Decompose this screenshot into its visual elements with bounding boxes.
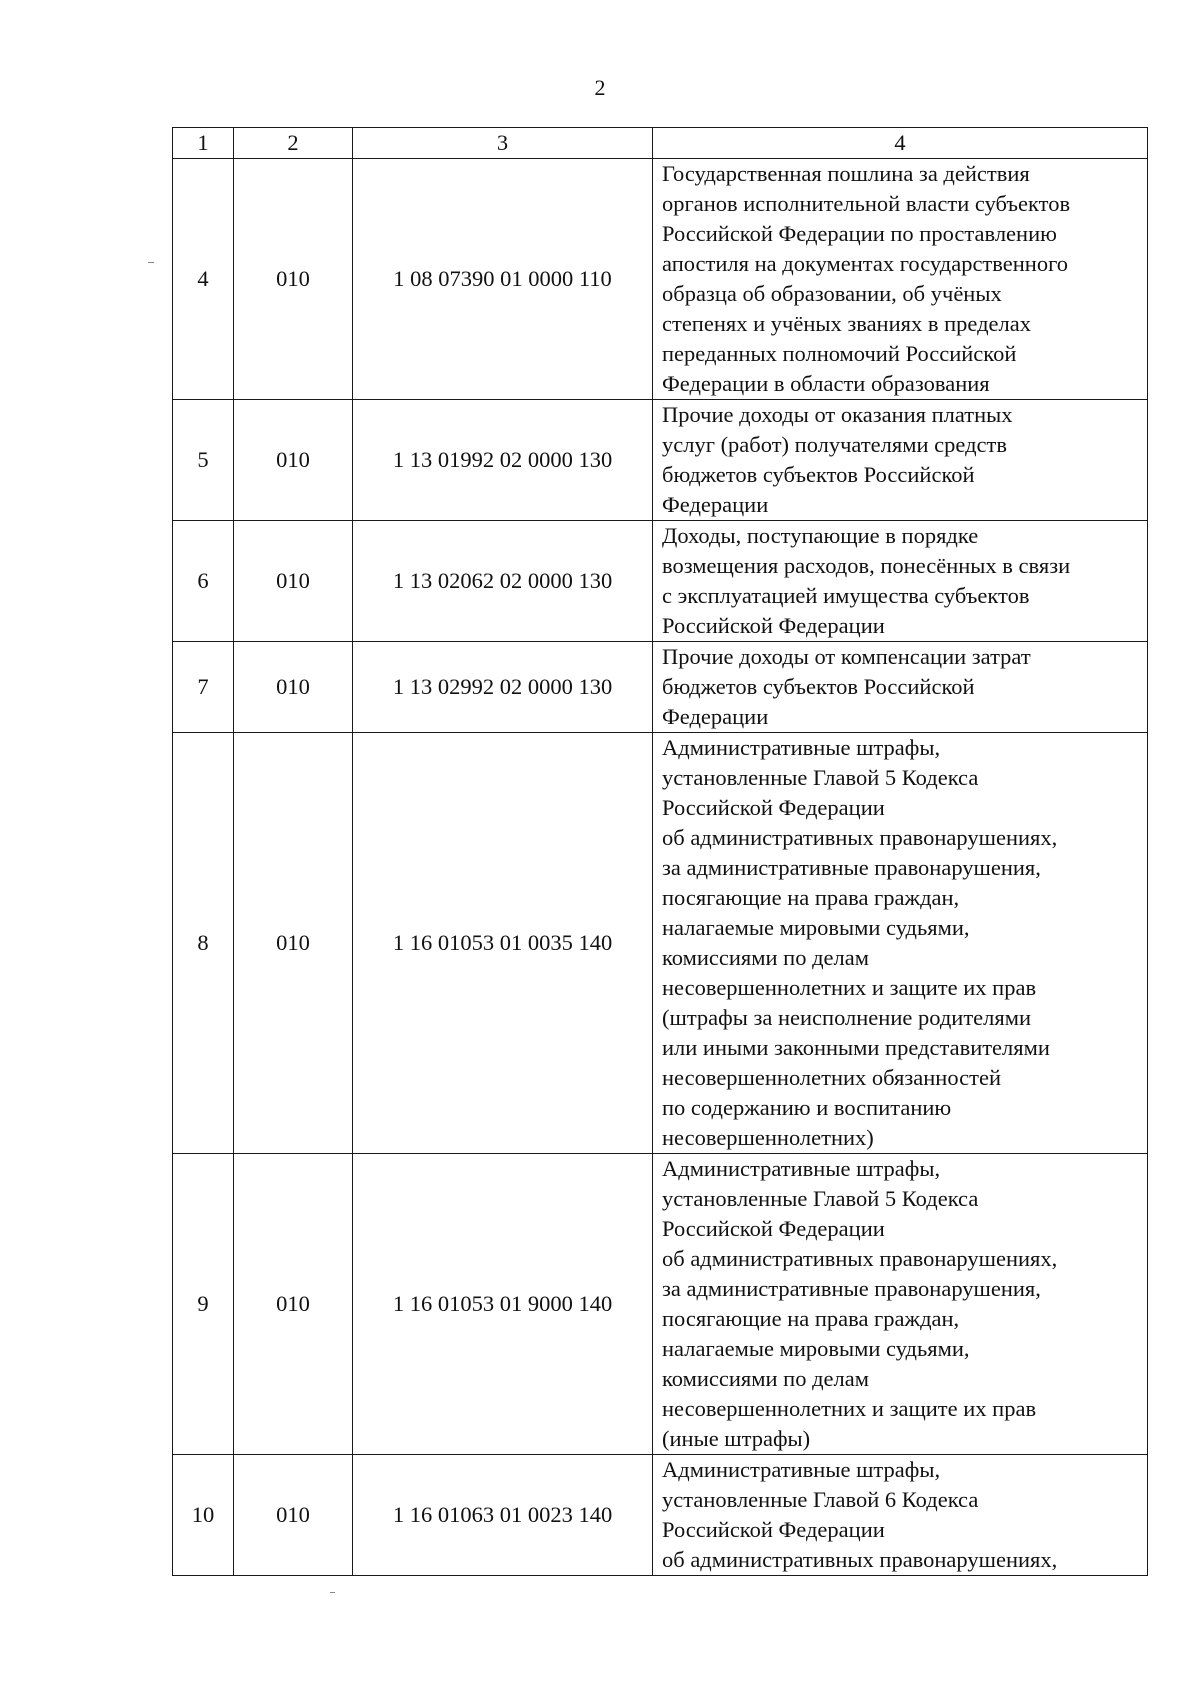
revenue-code: 1 13 01992 02 0000 130 bbox=[353, 400, 653, 521]
admin-code: 010 bbox=[234, 642, 353, 733]
revenue-description: Прочие доходы от оказания платных услуг (работ) получателями средств бюджетов субъектов Российской Федерации bbox=[653, 400, 1148, 521]
revenue-code: 1 13 02062 02 0000 130 bbox=[353, 521, 653, 642]
row-number: 7 bbox=[173, 642, 234, 733]
row-number: 4 bbox=[173, 159, 234, 400]
table-row bbox=[173, 1455, 1148, 1576]
table-row bbox=[173, 521, 1148, 642]
admin-code: 010 bbox=[234, 159, 353, 400]
row-number: 10 bbox=[173, 1455, 234, 1576]
revenue-description: Прочие доходы от компенсации затрат бюджетов субъектов Российской Федерации bbox=[653, 642, 1148, 733]
table-row bbox=[173, 1154, 1148, 1455]
revenue-description: Доходы, поступающие в порядке возмещения расходов, понесённых в связи с эксплуатацией имущества субъектов Российской Федерации bbox=[653, 521, 1148, 642]
admin-code: 010 bbox=[234, 1455, 353, 1576]
revenue-code: 1 16 01063 01 0023 140 bbox=[353, 1455, 653, 1576]
scan-artifact bbox=[330, 1592, 335, 1593]
header-row bbox=[173, 128, 1148, 159]
page-number: 2 bbox=[594, 75, 606, 100]
revenue-description: Административные штрафы, установленные Главой 6 Кодекса Российской Федерации об административных правонарушениях, bbox=[653, 1455, 1148, 1576]
revenue-code: 1 08 07390 01 0000 110 bbox=[353, 159, 653, 400]
row-number: 5 bbox=[173, 400, 234, 521]
row-number: 8 bbox=[173, 733, 234, 1154]
revenue-code: 1 16 01053 01 0035 140 bbox=[353, 733, 653, 1154]
revenue-description: Административные штрафы, установленные Главой 5 Кодекса Российской Федерации об административных правонарушениях, за административные правонарушения, посягающие на права граждан, налагаемые мировыми судьями, комиссиями по делам несовершеннолетних и защите их прав (иные штрафы) bbox=[653, 1154, 1148, 1455]
table-header bbox=[173, 128, 1148, 159]
scan-artifact bbox=[148, 262, 154, 263]
admin-code: 010 bbox=[234, 733, 353, 1154]
table-body bbox=[173, 159, 1148, 1576]
revenue-code: 1 13 02992 02 0000 130 bbox=[353, 642, 653, 733]
table-row bbox=[173, 400, 1148, 521]
header-col-2: 2 bbox=[234, 128, 353, 159]
admin-code: 010 bbox=[234, 521, 353, 642]
row-number: 9 bbox=[173, 1154, 234, 1455]
revenue-description: Административные штрафы, установленные Главой 5 Кодекса Российской Федерации об административных правонарушениях, за административные правонарушения, посягающие на права граждан, налагаемые мировыми судьями, комиссиями по делам несовершеннолетних и защите их прав (штрафы за неисполнение родителями или иными законными представителями несовершеннолетних обязанностей по содержанию и воспитанию несовершеннолетних) bbox=[653, 733, 1148, 1154]
header-col-1: 1 bbox=[173, 128, 234, 159]
header-col-3: 3 bbox=[353, 128, 653, 159]
header-col-4: 4 bbox=[653, 128, 1148, 159]
revenue-description: Государственная пошлина за действия органов исполнительной власти субъектов Российской Федерации по проставлению апостиля на документах государственного образца об образовании, об учёных степенях и учёных званиях в пределах переданных полномочий Российской Федерации в области образования bbox=[653, 159, 1148, 400]
row-number: 6 bbox=[173, 521, 234, 642]
table-row bbox=[173, 642, 1148, 733]
revenue-codes-table bbox=[172, 127, 1148, 1576]
admin-code: 010 bbox=[234, 1154, 353, 1455]
table-row bbox=[173, 733, 1148, 1154]
revenue-code: 1 16 01053 01 9000 140 bbox=[353, 1154, 653, 1455]
table-row bbox=[173, 159, 1148, 400]
admin-code: 010 bbox=[234, 400, 353, 521]
